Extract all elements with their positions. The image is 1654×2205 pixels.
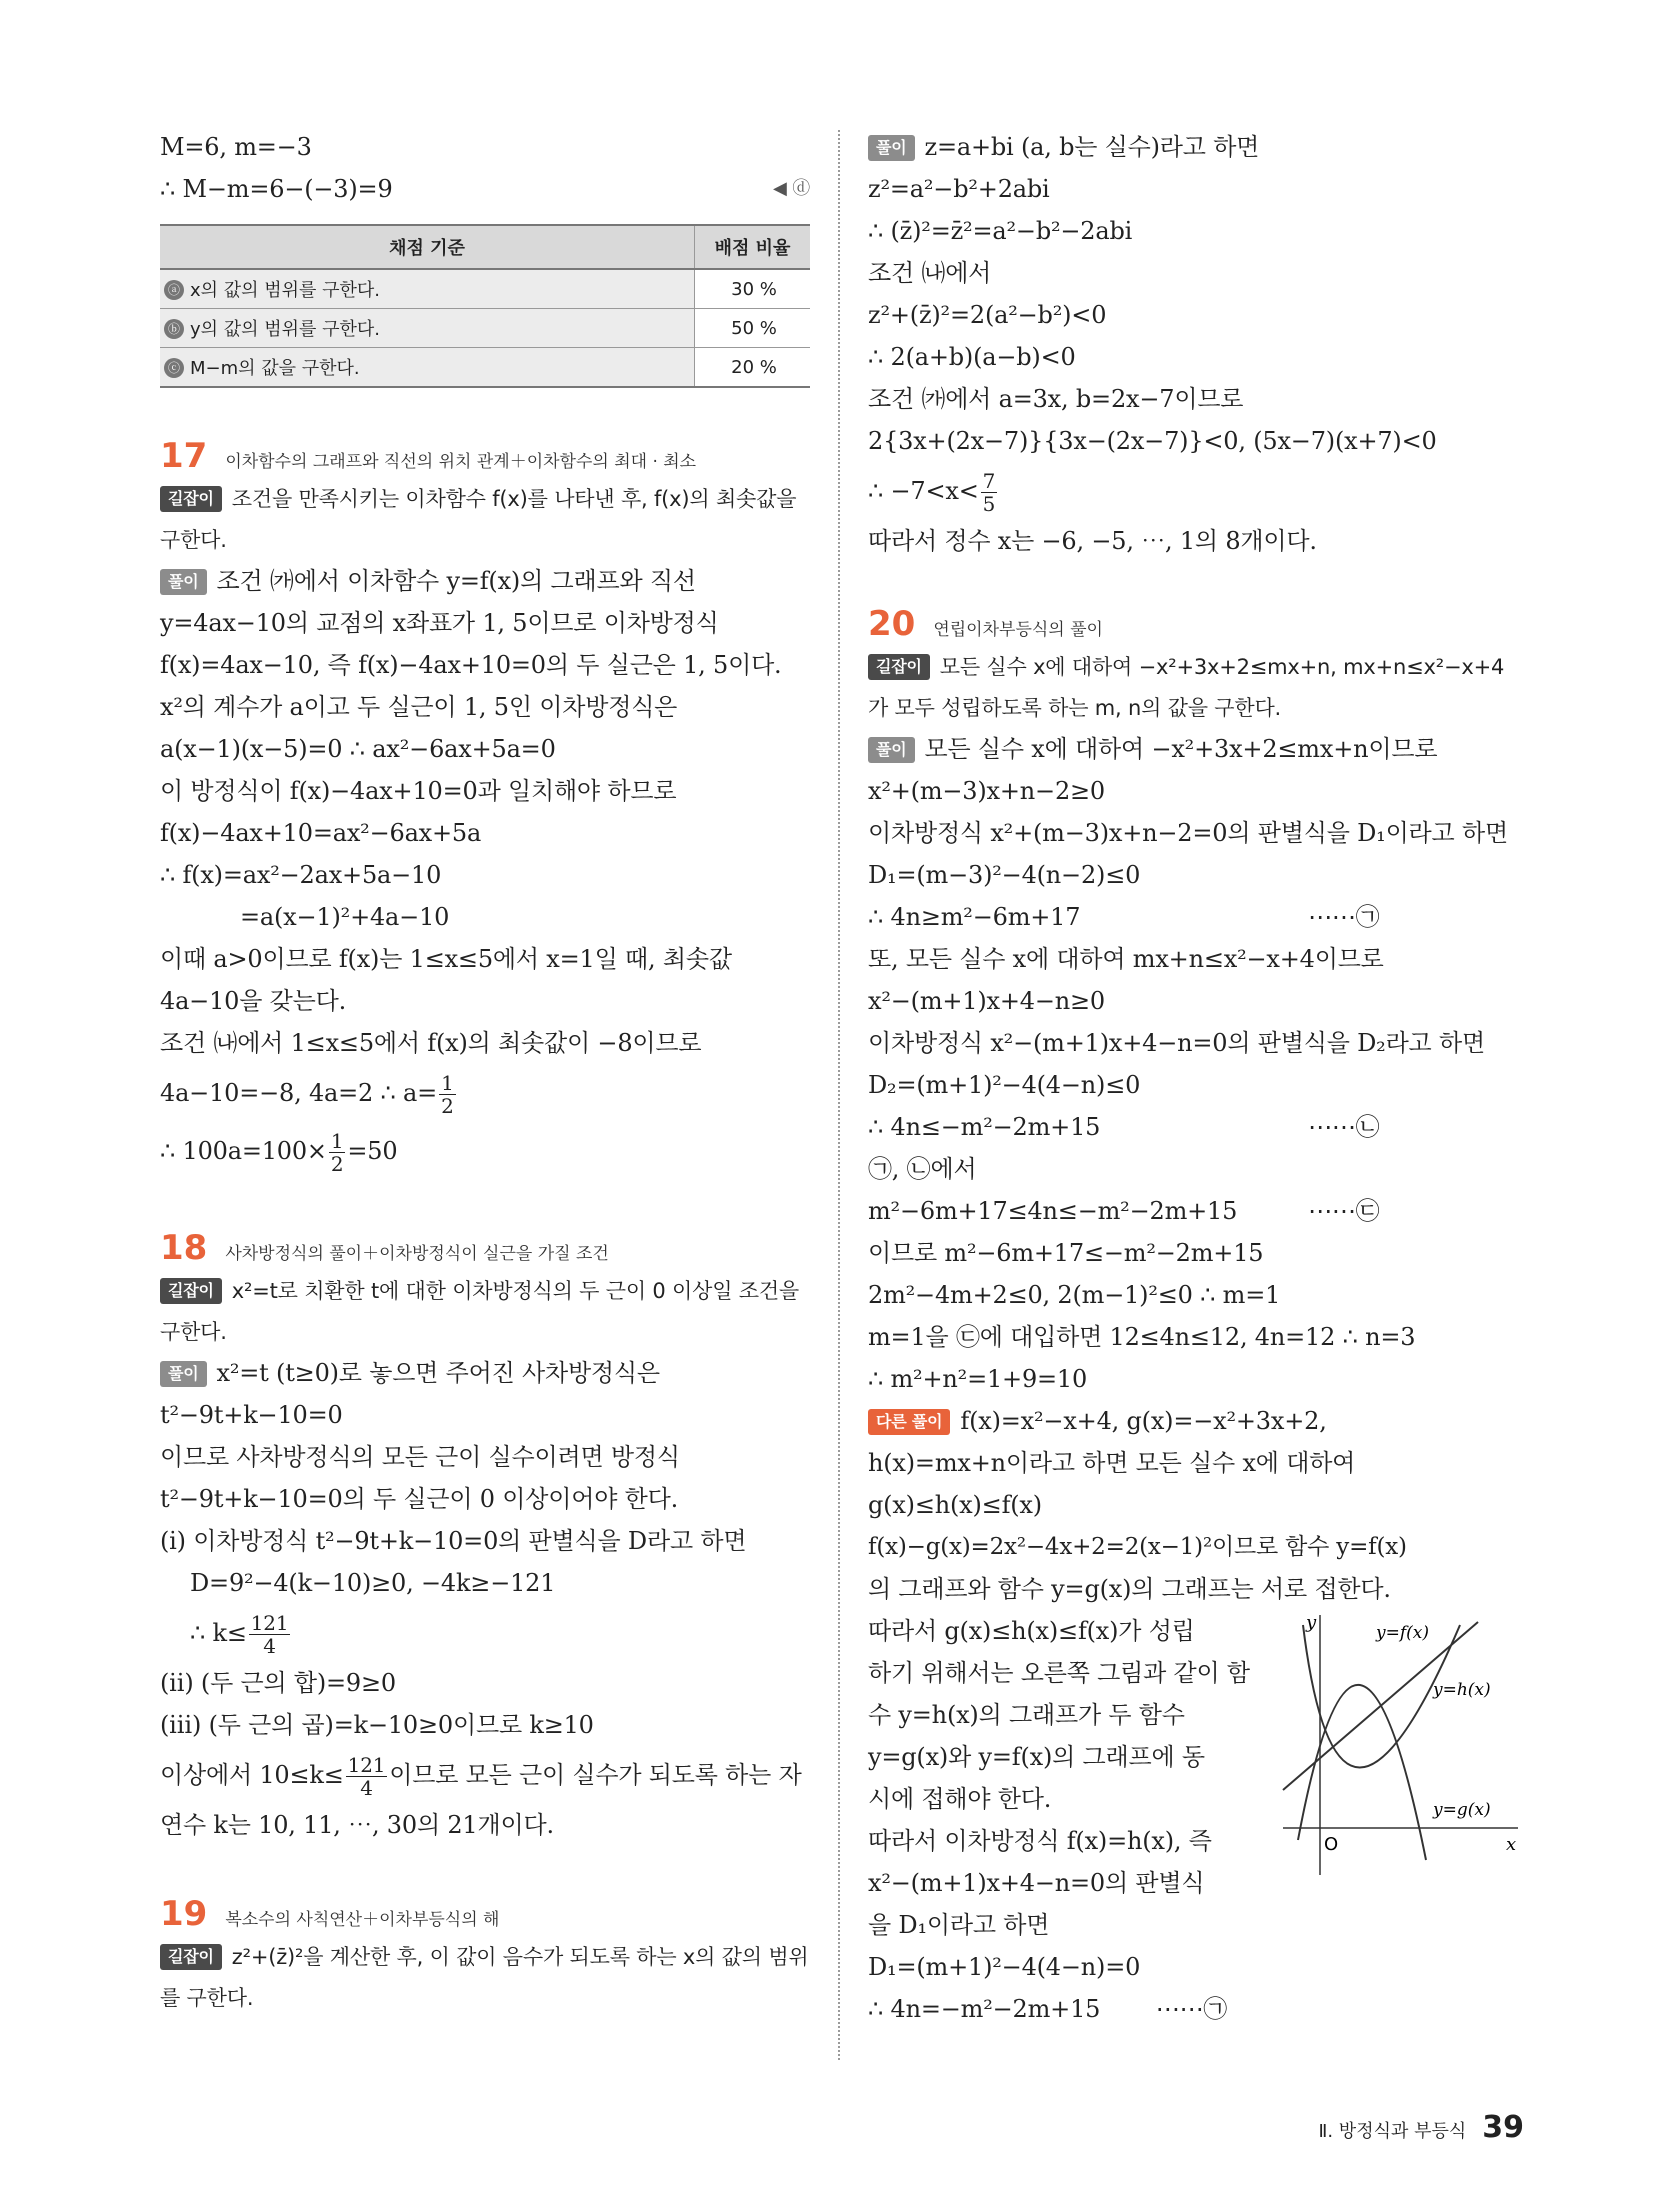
text-span: m²−6m+17≤4n≤−m²−2m+15	[868, 1197, 1238, 1225]
denominator: 4	[263, 1634, 276, 1658]
graph-side-text	[868, 1610, 1268, 2030]
text-line: f(x)−g(x)=2x²−4x+2=2(x−1)²이므로 함수 y=f(x)	[868, 1534, 1407, 1560]
column-divider	[838, 130, 840, 2060]
text-line	[868, 854, 1518, 896]
problem-19-header	[160, 1892, 810, 1936]
guide-tag: 길잡이	[160, 1944, 222, 1970]
solution-tag: 풀이	[868, 737, 915, 763]
table-cell	[160, 348, 695, 388]
text-line	[868, 462, 1518, 520]
text-line: ∴ f(x)=ax²−2ax+5a−10	[160, 861, 442, 889]
label-f: y=f(x)	[1376, 1623, 1429, 1643]
text-span: ∴ 100a=100×	[160, 1137, 327, 1165]
text-span: x²=t (t≥0)로 놓으면 주어진 사차방정식은	[216, 1359, 660, 1387]
text-span: ∴ 4n=−m²−2m+15	[868, 1995, 1101, 2023]
text-line: y=g(x)와 y=f(x)의 그래프에 동	[868, 1743, 1205, 1771]
problem-18-header	[160, 1226, 810, 1270]
fraction	[981, 470, 998, 515]
step-mark: ⓒ	[164, 358, 184, 378]
text-line: g(x)≤h(x)≤f(x)	[868, 1491, 1042, 1519]
text-line	[868, 1064, 1518, 1106]
text-span: =50	[347, 1137, 398, 1165]
table-row	[160, 348, 810, 388]
text-line: 을 D₁이라고 하면	[868, 1911, 1050, 1939]
text-span: D₂=(m+1)²−4(4−n)≤0	[868, 1071, 1141, 1099]
table-cell	[160, 269, 695, 309]
text-line	[868, 896, 1518, 938]
table-cell: 30 %	[695, 269, 811, 309]
text-span: 이차방정식 x²+(m−3)x+n−2=0의 판별식을 D₁이라고 하면	[868, 819, 1508, 847]
text-line: ∴ 2(a+b)(a−b)<0	[868, 343, 1076, 371]
text-line: 이 방정식이 f(x)−4ax+10=0과 일치해야 하므로	[160, 777, 677, 805]
text-line: z²=a²−b²+2abi	[868, 175, 1050, 203]
problem-title: 복소수의 사칙연산＋이차부등식의 해	[225, 1910, 500, 1930]
denominator: 4	[360, 1776, 373, 1800]
problem-number: 19	[160, 1894, 208, 1934]
text-line: (ⅱ) (두 근의 합)=9≥0	[160, 1669, 396, 1697]
text-line: 연수 k는 10, 11, ⋯, 30의 21개이다.	[160, 1811, 554, 1839]
text-line	[868, 938, 1518, 980]
problem-17-header	[160, 434, 810, 478]
fraction	[329, 1130, 346, 1175]
text-span: ∴ M−m=6−(−3)=9	[160, 175, 393, 203]
text-line	[868, 1400, 1518, 1442]
text-line	[868, 1316, 1518, 1358]
text-line	[868, 980, 1518, 1022]
text-line: 하기 위해서는 오른쪽 그림과 같이 함	[868, 1659, 1250, 1687]
text-line	[868, 728, 1518, 770]
text-line	[868, 1988, 1268, 2030]
text-line: 조건 ㈏에서	[868, 259, 992, 287]
solution-tag: 풀이	[160, 1361, 207, 1387]
fraction	[249, 1612, 291, 1657]
curve-g	[1298, 1685, 1426, 1860]
numerator: 1	[441, 1071, 454, 1095]
text-line	[868, 1148, 1518, 1190]
text-line: 조건 ㈏에서 1≤x≤5에서 f(x)의 최솟값이 −8이므로	[160, 1029, 702, 1057]
problem-number: 18	[160, 1228, 208, 1268]
text-span: 이므로 m²−6m+17≤−m²−2m+15	[868, 1239, 1264, 1267]
step-marker: ◀ ⓓ	[773, 178, 810, 199]
graph-section	[868, 1610, 1518, 2030]
text-line	[160, 168, 810, 210]
grading-table	[160, 224, 810, 388]
alt-solution-tag: 다른 풀이	[868, 1409, 950, 1435]
equation-marker: ⋯⋯㉠	[1155, 1995, 1228, 2023]
text-span: D₁=(m−3)²−4(n−2)≤0	[868, 861, 1141, 889]
text-span: ∴ −7<x<	[868, 477, 979, 505]
numerator: 121	[250, 1611, 289, 1635]
text-line	[868, 812, 1518, 854]
function-graph	[1278, 1610, 1528, 1880]
text-line: 조건 ㈎에서 a=3x, b=2x−7이므로	[868, 385, 1244, 413]
text-line: 따라서 정수 x는 −6, −5, ⋯, 1의 8개이다.	[868, 527, 1317, 555]
text-line	[868, 1022, 1518, 1064]
table-cell	[160, 309, 695, 348]
text-span: x²+(m−3)x+n−2≥0	[868, 777, 1105, 805]
text-line: a(x−1)(x−5)=0 ∴ ax²−6ax+5a=0	[160, 735, 556, 763]
guide-text: 조건을 만족시키는 이차함수 f(x)를 나타낸 후, f(x)의 최솟값을 구한다.	[160, 487, 797, 552]
text-span: x²−(m+1)x+4−n≥0	[868, 987, 1105, 1015]
text-span: 4a−10=−8, 4a=2 ∴ a=	[160, 1079, 438, 1107]
y-axis-label: y	[1306, 1612, 1317, 1633]
text-line: D=9²−4(k−10)≥0, −4k≥−121	[190, 1569, 556, 1597]
text-span: 2m²−4m+2≤0, 2(m−1)²≤0 ∴ m=1	[868, 1281, 1281, 1309]
text-span: 이상에서 10≤k≤	[160, 1761, 344, 1789]
text-line: 수 y=h(x)의 그래프가 두 함수	[868, 1701, 1185, 1729]
table-header: 배점 비율	[695, 225, 811, 269]
guide-line	[160, 1936, 810, 2018]
text-line	[868, 1232, 1518, 1274]
problem-title: 이차함수의 그래프와 직선의 위치 관계＋이차함수의 최대 · 최소	[225, 452, 697, 472]
text-line: 2{3x+(2x−7)}{3x−(2x−7)}<0, (5x−7)(x+7)<0	[868, 427, 1437, 455]
text-line: =a(x−1)²+4a−10	[240, 903, 450, 931]
text-line	[160, 1064, 810, 1122]
text-span: f(x)=x²−x+4, g(x)=−x²+3x+2,	[960, 1407, 1327, 1435]
denominator: 2	[441, 1094, 454, 1118]
text-line	[868, 1274, 1518, 1316]
text-line: 따라서 g(x)≤h(x)≤f(x)가 성립	[868, 1617, 1195, 1645]
text-span: ∴ 4n≥m²−6m+17	[868, 903, 1081, 931]
text-span: 또, 모든 실수 x에 대하여 mx+n≤x²−x+4이므로	[868, 945, 1384, 973]
problem-title: 사차방정식의 풀이＋이차방정식이 실근을 가질 조건	[225, 1244, 609, 1264]
guide-text: x²=t로 치환한 t에 대한 이차방정식의 두 근이 0 이상일 조건을 구한다.	[160, 1279, 800, 1344]
problem-number: 20	[868, 604, 916, 644]
text-line: ∴ (z̄)²=z̄²=a²−b²−2abi	[868, 217, 1133, 245]
guide-line	[160, 1270, 810, 1352]
text-line	[160, 1746, 810, 1804]
text-line	[868, 1358, 1518, 1400]
text-line: 4a−10을 갖는다.	[160, 987, 347, 1015]
left-column	[160, 126, 810, 2018]
solution-lines	[868, 728, 1518, 1400]
text-line	[160, 560, 810, 602]
text-line: 시에 접해야 한다.	[868, 1785, 1052, 1813]
problem-number: 17	[160, 436, 208, 476]
solution-tag: 풀이	[160, 569, 207, 595]
guide-tag: 길잡이	[160, 1278, 222, 1304]
origin-label: O	[1324, 1834, 1339, 1855]
table-header: 채점 기준	[160, 225, 695, 269]
equation-marker: ⋯⋯㉡	[1308, 1113, 1380, 1141]
text-line	[868, 1106, 1518, 1148]
text-span: 이차방정식 x²−(m+1)x+4−n=0의 판별식을 D₂라고 하면	[868, 1029, 1485, 1057]
table-header-row	[160, 225, 810, 269]
text-line: f(x)−4ax+10=ax²−6ax+5a	[160, 819, 482, 847]
step-mark: ⓑ	[164, 319, 184, 339]
text-span: ∴ m²+n²=1+9=10	[868, 1365, 1088, 1393]
line-h	[1283, 1622, 1478, 1790]
cell-text: x의 값의 범위를 구한다.	[190, 280, 381, 301]
denominator: 5	[982, 492, 996, 516]
guide-text: z²+(z̄)²을 계산한 후, 이 값이 음수가 되도록 하는 x의 값의 범위를 구한다.	[160, 1945, 809, 2010]
text-line: 이므로 사차방정식의 모든 근이 실수이려면 방정식	[160, 1443, 680, 1471]
text-line	[868, 126, 1518, 168]
text-line: 따라서 이차방정식 f(x)=h(x), 즉	[868, 1827, 1212, 1855]
text-span: m=1을 ㉢에 대입하면 12≤4n≤12, 4n=12 ∴ n=3	[868, 1323, 1416, 1351]
text-span: 이므로 모든 근이 실수가 되도록 하는 자	[389, 1761, 802, 1789]
guide-text: 모든 실수 x에 대하여 −x²+3x+2≤mx+n, mx+n≤x²−x+4가 모두 성립하도록 하는 m, n의 값을 구한다.	[868, 655, 1505, 720]
cell-text: y의 값의 범위를 구한다.	[190, 319, 381, 340]
text-line: 의 그래프와 함수 y=g(x)의 그래프는 서로 접한다.	[868, 1575, 1391, 1603]
table-cell: 20 %	[695, 348, 811, 388]
text-line: D₁=(m+1)²−4(4−n)=0	[868, 1953, 1141, 1981]
section-title: Ⅱ. 방정식과 부등식	[1318, 2121, 1467, 2142]
page-number: 39	[1482, 2110, 1524, 2145]
page-footer	[1319, 2110, 1525, 2145]
step-mark: ⓐ	[164, 280, 184, 300]
right-column	[868, 126, 1518, 2030]
text-line: t²−9t+k−10=0	[160, 1401, 343, 1429]
label-g: y=g(x)	[1433, 1800, 1491, 1820]
text-span: ∴ 4n≤−m²−2m+15	[868, 1113, 1101, 1141]
text-line: z²+(z̄)²=2(a²−b²)<0	[868, 301, 1107, 329]
text-line: h(x)=mx+n이라고 하면 모든 실수 x에 대하여	[868, 1449, 1356, 1477]
text-line	[160, 1122, 810, 1180]
table-cell: 50 %	[695, 309, 811, 348]
guide-tag: 길잡이	[160, 486, 222, 512]
problem-title: 연립이차부등식의 풀이	[933, 620, 1103, 640]
text-line: x²−(m+1)x+4−n=0의 판별식	[868, 1869, 1205, 1897]
text-span: ㉠, ㉡에서	[868, 1155, 977, 1183]
guide-line	[868, 646, 1518, 728]
text-line: f(x)=4ax−10, 즉 f(x)−4ax+10=0의 두 실근은 1, 5이다.	[160, 651, 782, 679]
solution-tag: 풀이	[868, 135, 915, 161]
equation-marker: ⋯⋯㉠	[1308, 903, 1380, 931]
text-span: 조건 ㈎에서 이차함수 y=f(x)의 그래프와 직선	[216, 567, 696, 595]
text-line: x²의 계수가 a이고 두 실근이 1, 5인 이차방정식은	[160, 693, 678, 721]
text-line: (ⅰ) 이차방정식 t²−9t+k−10=0의 판별식을 D라고 하면	[160, 1527, 747, 1555]
text-span: 모든 실수 x에 대하여 −x²+3x+2≤mx+n이므로	[924, 735, 1438, 763]
denominator: 2	[330, 1152, 344, 1176]
text-line: 이때 a>0이므로 f(x)는 1≤x≤5에서 x=1일 때, 최솟값	[160, 945, 732, 973]
fraction	[346, 1754, 388, 1799]
guide-line	[160, 478, 810, 560]
text-line	[160, 1604, 810, 1662]
numerator: 1	[330, 1129, 344, 1153]
text-line: y=4ax−10의 교점의 x좌표가 1, 5이므로 이차방정식	[160, 609, 719, 637]
guide-tag: 길잡이	[868, 654, 930, 680]
text-line: (ⅲ) (두 근의 곱)=k−10≥0이므로 k≥10	[160, 1711, 594, 1739]
x-axis-label: x	[1506, 1834, 1517, 1855]
equation-marker: ⋯⋯㉢	[1308, 1197, 1380, 1225]
numerator: 121	[347, 1753, 386, 1777]
text-line	[160, 1352, 810, 1394]
table-row	[160, 269, 810, 309]
text-span: z=a+bi (a, b는 실수)라고 하면	[924, 133, 1260, 161]
label-h: y=h(x)	[1433, 1680, 1491, 1700]
text-line	[868, 770, 1518, 812]
table-row	[160, 309, 810, 348]
fraction	[439, 1072, 456, 1117]
text-line: M=6, m=−3	[160, 133, 312, 161]
numerator: 7	[982, 469, 996, 493]
cell-text: M−m의 값을 구한다.	[190, 358, 360, 379]
text-line: t²−9t+k−10=0의 두 실근이 0 이상이어야 한다.	[160, 1485, 679, 1513]
text-line	[868, 1190, 1518, 1232]
problem-20-header	[868, 602, 1518, 646]
text-span: ∴ k≤	[190, 1619, 247, 1647]
